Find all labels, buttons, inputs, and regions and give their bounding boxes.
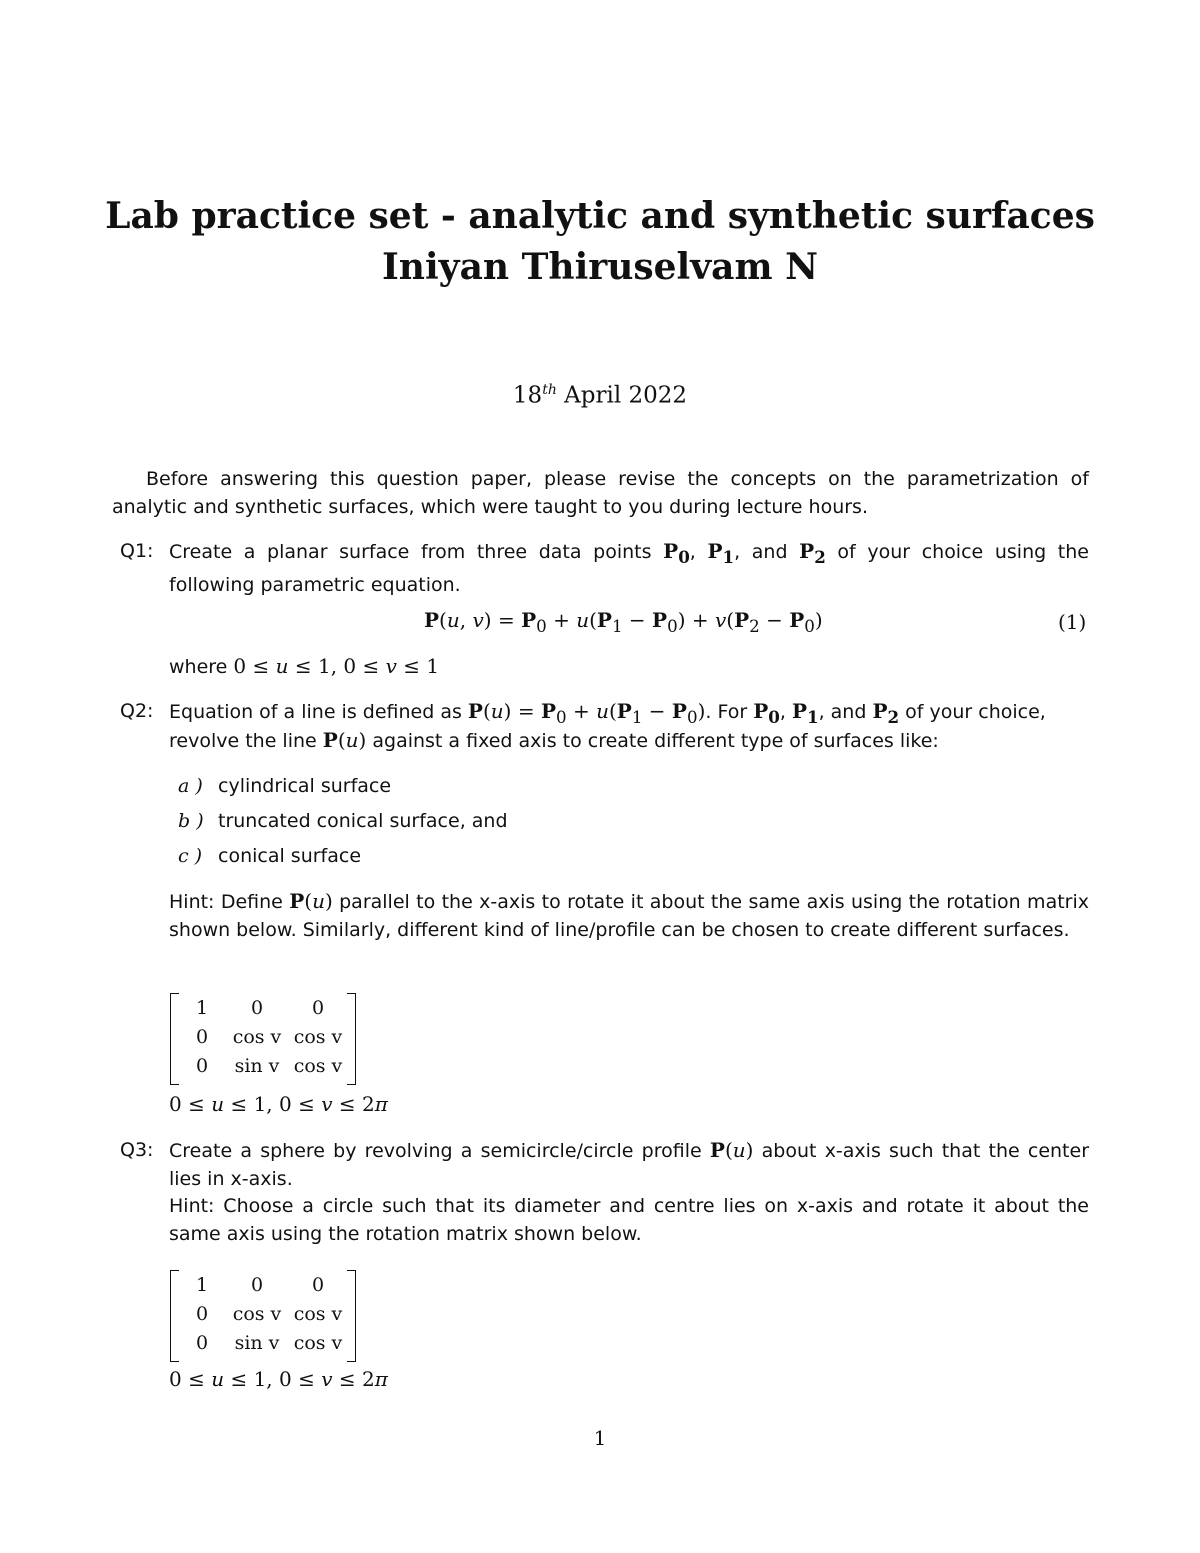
matrix-cell: 1 — [195, 996, 209, 1019]
list-item — [178, 807, 508, 835]
equation-number: (1) — [1058, 610, 1087, 634]
matrix-cell: 0 — [195, 1302, 209, 1325]
matrix-cell: cos v — [232, 1025, 282, 1048]
matrix-cell: cos v — [232, 1302, 282, 1325]
point-p0: $P_0$ — [663, 539, 690, 567]
q3-range: 0 ≤ u ≤ 1, 0 ≤ v ≤ 2π — [169, 1367, 388, 1391]
date-ordinal: th — [542, 382, 557, 398]
q2-line1: Equation of a line is defined as $P(u) = P_0 + u(P_1 - P_0)$. For $P_0$, $P_1$, and $P_2$ of your choice, — [169, 699, 1046, 727]
matrix-cell: cos v — [293, 1302, 343, 1325]
matrix-cell: 0 — [311, 996, 325, 1019]
page-number: 1 — [593, 1426, 607, 1450]
q1-text-a: Create a planar surface from three data points — [169, 541, 664, 563]
q2-line1-a: Equation of a line is defined as — [169, 701, 468, 723]
q2-hint-a: Hint: Define — [169, 891, 290, 913]
matrix-cell: cos v — [293, 1331, 343, 1354]
list-item-text: cylindrical surface — [218, 775, 392, 797]
q3-text: Create a sphere by revolving a semicircle/circle profile P(u) about x-axis such that the center lies in x-axis. — [169, 1138, 1090, 1190]
point-p2: $P_2$ — [799, 539, 826, 567]
matrix-cell: sin v — [234, 1054, 280, 1077]
q2-hint-b: parallel to the x-axis to rotate it about the same axis using the rotation matrix shown below. Similarly, different kind of line/profile can be chosen to create different surfaces. — [169, 891, 1089, 941]
list-item-label: b ) — [178, 810, 204, 832]
matrix-cell: 0 — [195, 1331, 209, 1354]
matrix-cell: 0 — [311, 1273, 325, 1296]
q2-line2: revolve the line P(u) against a fixed axis to create different type of surfaces like: — [169, 728, 939, 752]
matrix-cell: 1 — [195, 1273, 209, 1296]
list-item — [178, 842, 361, 870]
q2-line1-c: , and — [818, 701, 873, 723]
matrix-grid — [180, 1270, 346, 1357]
rotation-matrix — [170, 1270, 356, 1362]
q2-label: Q2: — [120, 700, 154, 722]
matrix-cell: 0 — [250, 1273, 264, 1296]
q2-line2-b: against a fixed axis to create different type of surfaces like: — [366, 730, 939, 752]
q1-text-b: , and — [734, 541, 800, 563]
q1-equation: P(u, $v) = P_0 + u(P_1 - P_0) + v(P_2 - P_0)$ — [424, 608, 823, 636]
matrix-right-bracket — [347, 1270, 356, 1362]
list-item-text: truncated conical surface, and — [218, 810, 508, 832]
q1-range: where 0 ≤ u ≤ 1, 0 ≤ v ≤ 1 — [169, 654, 440, 678]
q2-line1-d: of your choice, — [899, 701, 1046, 723]
date-day: 18 — [512, 382, 543, 409]
q2-range: 0 ≤ u ≤ 1, 0 ≤ v ≤ 2π — [169, 1092, 388, 1116]
matrix-cell: 0 — [195, 1054, 209, 1077]
matrix-left-bracket — [170, 993, 179, 1085]
point-p1: $P_1$ — [707, 539, 735, 567]
q1-label: Q1: — [120, 540, 154, 562]
list-item-label: a ) — [178, 775, 203, 797]
matrix-cell: cos v — [293, 1025, 343, 1048]
intro-paragraph: Before answering this question paper, please revise the concepts on the parametrization of analytic and synthetic surfaces, which were taught to you during lecture hours. — [112, 468, 1089, 518]
q3-hint: Hint: Choose a circle such that its diameter and centre lies on x-axis and rotate it about the same axis using the rotation matrix shown below. — [169, 1195, 1089, 1245]
matrix-cell: 0 — [195, 1025, 209, 1048]
q3-label: Q3: — [120, 1139, 154, 1161]
list-item-text: conical surface — [218, 845, 362, 867]
matrix-cell: cos v — [293, 1054, 343, 1077]
q1-text-c: of your choice using the following parametric equation. — [169, 541, 1089, 596]
q2-line2-a: revolve the line — [169, 730, 323, 752]
q3-line1-b: about x-axis such that the center lies in x-axis. — [169, 1140, 1090, 1190]
matrix-left-bracket — [170, 1270, 179, 1362]
list-item — [178, 772, 391, 800]
list-item-label: c ) — [178, 845, 203, 867]
document-title: Lab practice set - analytic and synthetic surfaces — [105, 195, 1095, 237]
document-date — [0, 382, 1200, 409]
matrix-right-bracket — [347, 993, 356, 1085]
matrix-grid — [180, 993, 346, 1080]
matrix-cell: 0 — [250, 996, 264, 1019]
author-name: Iniyan Thiruselvam N — [381, 246, 819, 288]
date-month-year: April 2022 — [564, 382, 688, 409]
q2-hint: Hint: Define P(u) parallel to the x-axis to rotate it about the same axis using the rotation matrix shown below. Similarly, different kind of line/profile can be chosen to create different surfaces. — [169, 889, 1089, 941]
q2-line1-b: . For — [705, 701, 754, 723]
q1-text: Create a planar surface from three data points $P_0$, $P_1$, and $P_2$ of your choice using the following parametric equation. — [169, 539, 1089, 596]
q3-line1-a: Create a sphere by revolving a semicircle/circle profile — [169, 1140, 710, 1162]
q1-where: where — [169, 656, 234, 678]
rotation-matrix — [170, 993, 356, 1085]
matrix-cell: sin v — [234, 1331, 280, 1354]
